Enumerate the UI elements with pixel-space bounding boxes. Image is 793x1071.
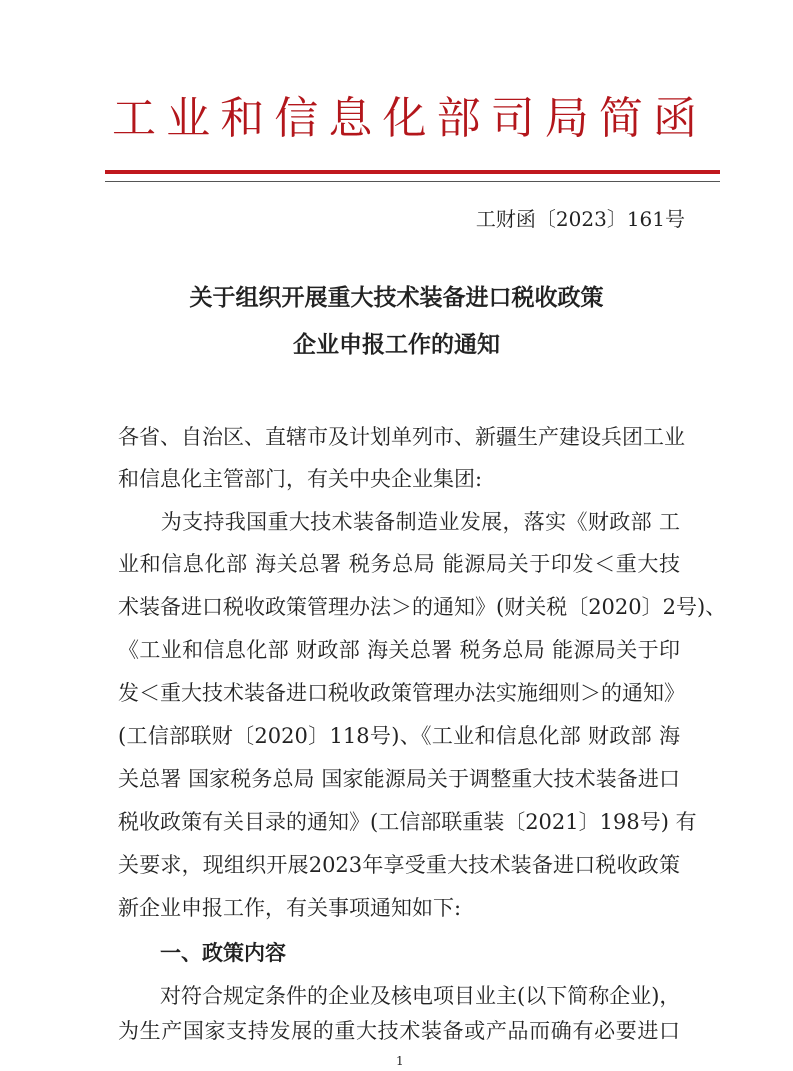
body-line: 各省、自治区、直辖市及计划单列市、新疆生产建设兵团工业 (118, 425, 685, 449)
letterhead-char: 简 (598, 93, 643, 144)
body-line: 发＜重大技术装备进口税收政策管理办法实施细则＞的通知》 (118, 681, 685, 705)
letterhead-title (112, 92, 697, 146)
letterhead-char: 局 (544, 93, 589, 144)
letterhead-char: 业 (166, 93, 211, 144)
body-line: (工信部联财〔2020〕118号)、《工业和信息化部 财政部 海 (118, 724, 680, 748)
letterhead-char: 部 (436, 93, 481, 144)
body-line: 税收政策有关目录的通知》(工信部联重装〔2021〕198号) 有 (118, 810, 697, 834)
body-line: 对符合规定条件的企业及核电项目业主(以下简称企业)， (118, 984, 681, 1008)
letterhead-char: 和 (220, 93, 265, 144)
body-line: 一、政策内容 (118, 940, 286, 965)
body-line: 为支持我国重大技术装备制造业发展，落实《财政部 工 (118, 510, 680, 534)
page-number: 1 (396, 1054, 404, 1068)
letterhead-char: 司 (490, 93, 535, 144)
body-line: 为生产国家支持发展的重大技术装备或产品而确有必要进口 (118, 1019, 680, 1043)
document-heading-line-1: 关于组织开展重大技术装备进口税收政策 (189, 284, 604, 311)
body-line: 《工业和信息化部 财政部 海关总署 税务总局 能源局关于印 (118, 638, 680, 662)
body-line: 关总署 国家税务总局 国家能源局关于调整重大技术装备进口 (118, 767, 680, 791)
letterhead-char: 函 (652, 93, 697, 144)
letterhead-char: 化 (382, 93, 427, 144)
letterhead-char: 息 (328, 93, 373, 144)
letterhead-red-rule (105, 170, 720, 174)
body-line: 业和信息化部 海关总署 税务总局 能源局关于印发＜重大技 (118, 552, 680, 576)
document-number: 工财函〔2023〕161号 (475, 207, 685, 231)
body-line: 新企业申报工作，有关事项通知如下: (118, 896, 462, 920)
body-line: 术装备进口税收政策管理办法＞的通知》(财关税〔2020〕2号)、 (118, 595, 727, 619)
letterhead-thin-rule (105, 181, 720, 182)
document-heading-line-2: 企业申报工作的通知 (293, 331, 500, 358)
letterhead-char: 信 (274, 93, 319, 144)
body-line: 关要求，现组织开展2023年享受重大技术装备进口税收政策 (118, 853, 680, 877)
body-line: 和信息化主管部门，有关中央企业集团: (118, 467, 483, 491)
letterhead-char: 工 (112, 93, 156, 144)
